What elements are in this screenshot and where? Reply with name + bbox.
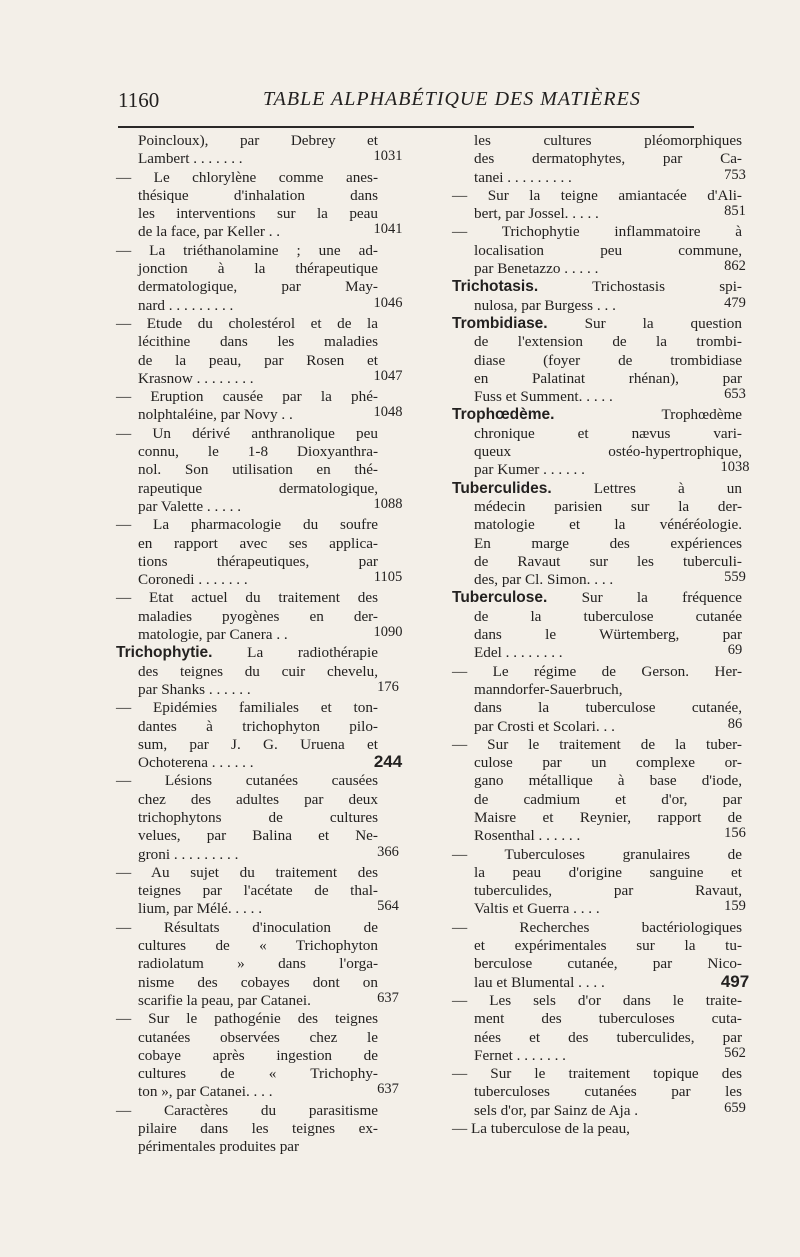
page-reference: 86 <box>727 715 743 732</box>
entry-line: Lambert . . . . . . . <box>138 150 243 168</box>
index-entry <box>452 186 746 224</box>
entry-line: Fuss et Summent. . . . . <box>474 388 613 406</box>
entry-line: chronique et nævus vari- <box>474 424 742 442</box>
page-reference: 562 <box>724 1044 746 1061</box>
entry-line: teignes par l'acétate de thal- <box>138 882 378 900</box>
entry-line: dans la tuberculose cutanée, <box>474 699 742 717</box>
entry-line: jonction à la thérapeutique <box>138 260 378 278</box>
entry-line: ton », par Catanei. . . . <box>138 1083 273 1101</box>
entry-line <box>452 315 742 333</box>
entry-line <box>452 589 742 607</box>
entry-line: tanei . . . . . . . . . <box>474 168 572 186</box>
entry-text: Sur la fréquence <box>547 589 742 607</box>
entry-line: culose par un complexe or- <box>474 754 742 772</box>
entry-line: de Ravaut sur les tuberculi- <box>474 552 742 570</box>
entry-line: — Etat actuel du traitement des <box>116 589 378 607</box>
index-entry <box>116 168 403 242</box>
index-entry <box>452 223 746 278</box>
page-reference: 1046 <box>373 294 403 311</box>
index-entry <box>116 516 403 589</box>
header-rule <box>118 126 694 128</box>
entry-line: tuberculides, par Ravaut, <box>474 882 742 900</box>
entry-line: — Etude du cholestérol et de la <box>116 314 378 332</box>
index-entry <box>116 1010 399 1101</box>
entry-line <box>116 644 378 662</box>
page-reference: 1090 <box>373 624 403 641</box>
entry-line: de la tuberculose cutanée <box>474 607 742 625</box>
entry-line: — La pharmacologie du soufre <box>116 516 378 534</box>
entry-line: lium, par Mélé. . . . . <box>138 900 263 918</box>
entry-line: Coronedi . . . . . . . <box>138 571 248 589</box>
left-column <box>116 132 403 1157</box>
entry-line: et expérimentales sur la tu- <box>474 937 742 955</box>
index-entry <box>116 132 403 169</box>
index-entry <box>452 589 742 662</box>
entry-line: — Tuberculoses granulaires de <box>452 845 742 863</box>
entry-text: Lettres à un <box>551 479 742 497</box>
entry-line: cultures de « Trichophyton <box>138 937 378 955</box>
page-reference: 1038 <box>720 459 750 476</box>
index-entry <box>452 991 746 1065</box>
entry-line: Ochoterena . . . . . . <box>138 754 254 772</box>
entry-line: cobaye après ingestion de <box>138 1046 378 1064</box>
entry-line: — Recherches bactériologiques <box>452 918 742 936</box>
entry-line: en rapport avec ses applica- <box>138 534 378 552</box>
index-entry <box>116 1102 378 1157</box>
entry-line: rapeutique dermatologique, <box>138 479 378 497</box>
page-reference: 862 <box>724 258 746 275</box>
running-title: TABLE ALPHABÉTIQUE DES MATIÈRES <box>263 88 641 110</box>
entry-line: sels d'or, par Sainz de Aja . <box>474 1101 639 1119</box>
entry-line: — Au sujet du traitement des <box>116 863 378 881</box>
headword: Tuberculides. <box>452 479 552 497</box>
headword: Tuberculose. <box>452 589 548 607</box>
entry-line: — Caractères du parasitisme <box>116 1101 378 1119</box>
headword: Trichophytie. <box>116 644 213 662</box>
entry-line: nol. Son utilisation en thé- <box>138 461 378 479</box>
entry-line: cutanées observées chez le <box>138 1028 378 1046</box>
entry-line: nulosa, par Burgess . . . <box>474 296 616 314</box>
headword: Trophœdème. <box>452 406 555 424</box>
entry-line: scarifie la peau, par Catanei. <box>138 991 311 1009</box>
index-entry <box>116 863 399 919</box>
index-entry <box>116 388 403 425</box>
entry-line: de l'extension de la trombi- <box>474 333 742 351</box>
entry-line: pilaire dans les teignes ex- <box>138 1120 378 1138</box>
index-entry <box>452 479 746 590</box>
entry-line: Poincloux), par Debrey et <box>138 132 378 149</box>
entry-line: — La triéthanolamine ; une ad- <box>116 241 378 259</box>
entry-line: les interventions sur la peau <box>138 205 378 223</box>
entry-line: nolphtaléine, par Novy . . <box>138 406 293 424</box>
entry-line: gano métallique à base d'iode, <box>474 772 742 790</box>
entry-line: lécithine dans les maladies <box>138 333 378 351</box>
index-entry <box>116 918 399 1010</box>
entry-line: — Sur le traitement de la tuber- <box>452 735 742 753</box>
page-reference: 653 <box>724 386 746 403</box>
entry-line: connu, le 1-8 Dioxyanthra- <box>138 443 378 461</box>
page-reference: 176 <box>377 678 399 695</box>
entry-line: la peau d'origine sanguine et <box>474 863 742 881</box>
page-reference: 1047 <box>373 367 403 384</box>
index-entry <box>116 424 403 516</box>
page-reference: 1105 <box>373 569 403 586</box>
entry-line: dans le Würtemberg, par <box>474 626 742 644</box>
entry-line: dantes à trichophyton pilo- <box>138 717 378 735</box>
page-header <box>118 88 693 116</box>
entry-line: En marge des expériences <box>474 534 742 552</box>
page-reference: 559 <box>724 569 746 586</box>
page-reference: 69 <box>727 642 743 659</box>
entry-line: les cultures pléomorphiques <box>474 132 742 149</box>
index-entry <box>452 1065 746 1120</box>
entry-line: — Les sels d'or dans le traite- <box>452 991 742 1009</box>
index-entry <box>452 132 746 187</box>
entry-line: — Sur le pathogénie des teignes <box>116 1010 378 1028</box>
entry-line: lau et Blumental . . . . <box>474 973 605 991</box>
entry-line: de cadmium et d'or, par <box>474 790 742 808</box>
entry-line: trichophytons de cultures <box>138 808 378 826</box>
index-entry <box>452 1120 742 1138</box>
entry-line: maladies pyogènes en der- <box>138 607 378 625</box>
entry-line: Krasnow . . . . . . . . <box>138 369 254 387</box>
index-entry <box>116 314 403 388</box>
page-reference: 1048 <box>373 404 403 421</box>
entry-line: dermatologique, par May- <box>138 278 378 296</box>
index-entry <box>452 845 746 919</box>
entry-line: matologie, par Canera . . <box>138 626 288 644</box>
index-entry <box>452 663 742 736</box>
entry-line: tions thérapeutiques, par <box>138 552 378 570</box>
entry-line: Fernet . . . . . . . <box>474 1046 566 1064</box>
page-reference: 159 <box>724 898 746 915</box>
index-entry <box>116 241 403 315</box>
entry-line: en Palatinat rhénan), par <box>474 369 742 387</box>
index-entry <box>452 735 746 846</box>
entry-line: de la peau, par Rosen et <box>138 351 378 369</box>
entry-line: par Valette . . . . . <box>138 497 242 515</box>
page-reference: 479 <box>724 294 746 311</box>
entry-line: — Lésions cutanées causées <box>116 772 378 790</box>
entry-line: médecin parisien sur la der- <box>474 497 742 515</box>
page-reference: 1041 <box>373 221 403 238</box>
page-reference: 1088 <box>373 495 403 512</box>
entry-line: — Un dérivé anthranolique peu <box>116 424 378 442</box>
entry-line: — Trichophytie inflammatoire à <box>452 223 742 241</box>
index-entry <box>116 644 399 699</box>
entry-line: manndorfer-Sauerbruch, <box>474 680 623 698</box>
entry-line: Rosenthal . . . . . . <box>474 827 581 845</box>
entry-line: — Epidémies familiales et ton- <box>116 699 378 717</box>
entry-line: queux ostéo-hypertrophique, <box>474 443 742 461</box>
entry-line: périmentales produites par <box>138 1138 300 1156</box>
page-reference: 659 <box>724 1099 746 1116</box>
page-reference: 637 <box>377 1081 399 1098</box>
entry-line: des, par Cl. Simon. . . . <box>474 571 614 589</box>
entry-line: — Le chlorylène comme anes- <box>116 168 378 186</box>
page-reference: 156 <box>724 825 746 842</box>
entry-line: — Eruption causée par la phé- <box>116 388 378 406</box>
entry-line: Valtis et Guerra . . . . <box>474 900 600 918</box>
entry-text: Trichostasis spi- <box>538 278 742 296</box>
entry-line: radiolatum » dans l'orga- <box>138 955 378 973</box>
index-entry <box>116 589 403 644</box>
page-reference: 366 <box>377 843 399 860</box>
entry-line: de la face, par Keller . . <box>138 223 281 241</box>
entry-line: par Kumer . . . . . . <box>474 461 585 479</box>
entry-line: matologie et la vénéréologie. <box>474 516 742 534</box>
index-entry <box>452 918 750 992</box>
entry-line <box>452 406 742 424</box>
entry-line: Maisre et Reynier, rapport de <box>474 808 742 826</box>
index-entry <box>452 314 746 406</box>
headword: Trombidiase. <box>452 314 548 332</box>
entry-line: velues, par Balina et Ne- <box>138 827 378 845</box>
entry-line: — Le régime de Gerson. Her- <box>452 662 742 680</box>
entry-line: par Crosti et Scolari. . . <box>474 717 615 735</box>
entry-line: par Shanks . . . . . . <box>138 680 251 698</box>
entry-line <box>452 278 742 296</box>
right-column <box>452 132 750 1138</box>
entry-line: — Sur la teigne amiantacée d'Ali- <box>452 186 742 204</box>
entry-line: nard . . . . . . . . . <box>138 296 234 314</box>
entry-line: tuberculoses cutanées par les <box>474 1083 742 1101</box>
entry-text: La radiothérapie <box>212 644 378 662</box>
entry-line: par Benetazzo . . . . . <box>474 260 599 278</box>
entry-line: nisme des cobayes dont on <box>138 973 378 991</box>
page-reference: 637 <box>377 989 399 1006</box>
entry-line: chez des adultes par deux <box>138 790 378 808</box>
entry-line: Edel . . . . . . . . <box>474 644 563 662</box>
entry-line: sum, par J. G. Uruena et <box>138 735 378 753</box>
entry-text: Sur la question <box>547 314 742 332</box>
page-reference: 1031 <box>373 148 403 165</box>
entry-line: bert, par Jossel. . . . . <box>474 205 599 223</box>
page-reference: 244 <box>373 752 403 772</box>
page-reference: 851 <box>724 203 746 220</box>
entry-line <box>452 480 742 498</box>
entry-line: des teignes du cuir chevelu, <box>138 662 378 680</box>
index-entry <box>116 699 403 772</box>
entry-line: des dermatophytes, par Ca- <box>474 150 742 168</box>
page-reference: 497 <box>720 971 750 991</box>
entry-line: — Résultats d'inoculation de <box>116 918 378 936</box>
entry-line: — Sur le traitement topique des <box>452 1065 742 1083</box>
index-entry <box>452 278 746 315</box>
page-reference: 753 <box>724 166 746 183</box>
entry-line: groni . . . . . . . . . <box>138 845 239 863</box>
entry-line: — La tuberculose de la peau, <box>452 1120 630 1138</box>
index-entry <box>452 406 750 479</box>
entry-line: berculose cutanée, par Nico- <box>474 955 742 973</box>
entry-line: diase (foyer de trombidiase <box>474 351 742 369</box>
entry-line: ment des tuberculoses cuta- <box>474 1010 742 1028</box>
page-reference: 564 <box>377 898 399 915</box>
entry-line: nées et des tuberculides, par <box>474 1028 742 1046</box>
entry-line: localisation peu commune, <box>474 241 742 259</box>
entry-line: thésique d'inhalation dans <box>138 186 378 204</box>
entry-text: Trophœdème <box>554 406 742 424</box>
headword: Trichotasis. <box>452 278 539 296</box>
entry-line: cultures de « Trichophy- <box>138 1065 378 1083</box>
index-entry <box>116 772 399 863</box>
page-number: 1160 <box>118 88 160 112</box>
